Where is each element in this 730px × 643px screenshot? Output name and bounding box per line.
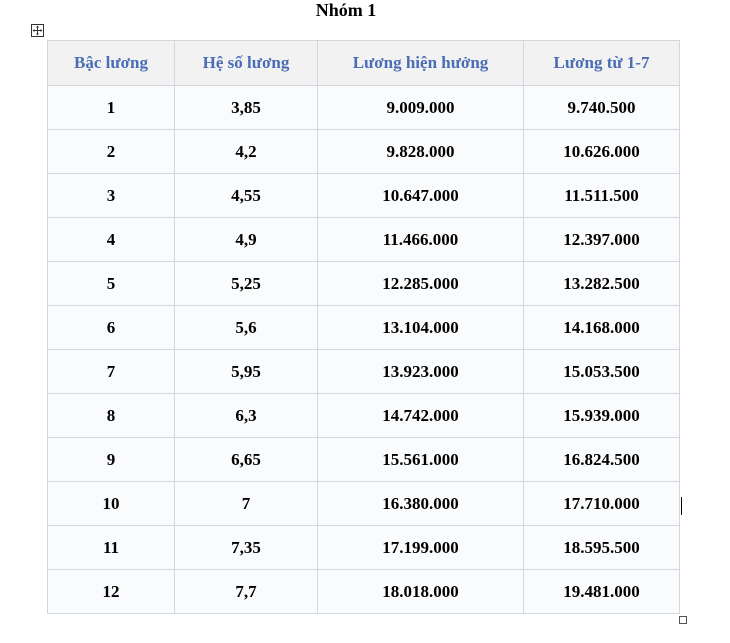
cell-current-salary[interactable]: 14.742.000 bbox=[318, 394, 524, 438]
table-row bbox=[48, 218, 680, 262]
cell-salary-coefficient[interactable]: 4,55 bbox=[175, 174, 318, 218]
table-move-handle-icon[interactable] bbox=[31, 24, 44, 37]
cell-pay-grade[interactable]: 4 bbox=[48, 218, 175, 262]
cell-current-salary[interactable]: 18.018.000 bbox=[318, 570, 524, 614]
table-row bbox=[48, 570, 680, 614]
cell-pay-grade[interactable]: 8 bbox=[48, 394, 175, 438]
cell-salary-from-july[interactable]: 18.595.500 bbox=[524, 526, 680, 570]
header-current-salary[interactable]: Lương hiện hưởng bbox=[318, 41, 524, 86]
cell-salary-from-july[interactable]: 13.282.500 bbox=[524, 262, 680, 306]
cell-salary-coefficient[interactable]: 3,85 bbox=[175, 86, 318, 130]
cell-salary-from-july[interactable]: 12.397.000 bbox=[524, 218, 680, 262]
cell-current-salary[interactable]: 13.104.000 bbox=[318, 306, 524, 350]
cell-salary-coefficient[interactable]: 7,35 bbox=[175, 526, 318, 570]
cell-salary-from-july[interactable]: 19.481.000 bbox=[524, 570, 680, 614]
table-row bbox=[48, 526, 680, 570]
cell-salary-from-july[interactable]: 9.740.500 bbox=[524, 86, 680, 130]
table-header-row bbox=[48, 41, 680, 86]
cell-pay-grade[interactable]: 9 bbox=[48, 438, 175, 482]
table-resize-handle-icon[interactable] bbox=[679, 616, 687, 624]
cell-current-salary[interactable]: 15.561.000 bbox=[318, 438, 524, 482]
cell-pay-grade[interactable]: 10 bbox=[48, 482, 175, 526]
cell-salary-coefficient[interactable]: 4,9 bbox=[175, 218, 318, 262]
cell-salary-from-july[interactable]: 15.939.000 bbox=[524, 394, 680, 438]
cell-current-salary[interactable]: 9.828.000 bbox=[318, 130, 524, 174]
salary-table bbox=[47, 40, 680, 614]
cell-current-salary[interactable]: 16.380.000 bbox=[318, 482, 524, 526]
table-row bbox=[48, 262, 680, 306]
cell-pay-grade[interactable]: 5 bbox=[48, 262, 175, 306]
cell-current-salary[interactable]: 11.466.000 bbox=[318, 218, 524, 262]
table-row bbox=[48, 482, 680, 526]
cell-salary-from-july[interactable]: 11.511.500 bbox=[524, 174, 680, 218]
table-row bbox=[48, 130, 680, 174]
cell-salary-coefficient[interactable]: 6,3 bbox=[175, 394, 318, 438]
header-salary-coefficient[interactable]: Hệ số lương bbox=[175, 41, 318, 86]
cell-current-salary[interactable]: 10.647.000 bbox=[318, 174, 524, 218]
table-title: Nhóm 1 bbox=[315, 0, 377, 20]
table-row bbox=[48, 174, 680, 218]
table-row bbox=[48, 394, 680, 438]
cell-pay-grade[interactable]: 11 bbox=[48, 526, 175, 570]
cell-salary-from-july[interactable]: 15.053.500 bbox=[524, 350, 680, 394]
cell-salary-from-july[interactable]: 10.626.000 bbox=[524, 130, 680, 174]
header-pay-grade[interactable]: Bậc lương bbox=[48, 41, 175, 86]
text-cursor bbox=[681, 497, 682, 515]
cell-pay-grade[interactable]: 7 bbox=[48, 350, 175, 394]
cell-salary-from-july[interactable]: 16.824.500 bbox=[524, 438, 680, 482]
cell-pay-grade[interactable]: 2 bbox=[48, 130, 175, 174]
cell-current-salary[interactable]: 13.923.000 bbox=[318, 350, 524, 394]
cell-salary-coefficient[interactable]: 4,2 bbox=[175, 130, 318, 174]
cell-salary-coefficient[interactable]: 5,95 bbox=[175, 350, 318, 394]
table-row bbox=[48, 86, 680, 130]
table-row bbox=[48, 438, 680, 482]
cell-current-salary[interactable]: 12.285.000 bbox=[318, 262, 524, 306]
table-row bbox=[48, 306, 680, 350]
cell-pay-grade[interactable]: 6 bbox=[48, 306, 175, 350]
cell-salary-coefficient[interactable]: 7 bbox=[175, 482, 318, 526]
cell-current-salary[interactable]: 9.009.000 bbox=[318, 86, 524, 130]
cell-current-salary[interactable]: 17.199.000 bbox=[318, 526, 524, 570]
cell-pay-grade[interactable]: 1 bbox=[48, 86, 175, 130]
cell-salary-coefficient[interactable]: 5,6 bbox=[175, 306, 318, 350]
cell-salary-from-july[interactable]: 14.168.000 bbox=[524, 306, 680, 350]
header-salary-from-july[interactable]: Lương từ 1-7 bbox=[524, 41, 680, 86]
cell-salary-coefficient[interactable]: 7,7 bbox=[175, 570, 318, 614]
cell-pay-grade[interactable]: 12 bbox=[48, 570, 175, 614]
cell-salary-coefficient[interactable]: 6,65 bbox=[175, 438, 318, 482]
cell-salary-from-july[interactable]: 17.710.000 bbox=[524, 482, 680, 526]
table-row bbox=[48, 350, 680, 394]
cell-pay-grade[interactable]: 3 bbox=[48, 174, 175, 218]
cell-salary-coefficient[interactable]: 5,25 bbox=[175, 262, 318, 306]
